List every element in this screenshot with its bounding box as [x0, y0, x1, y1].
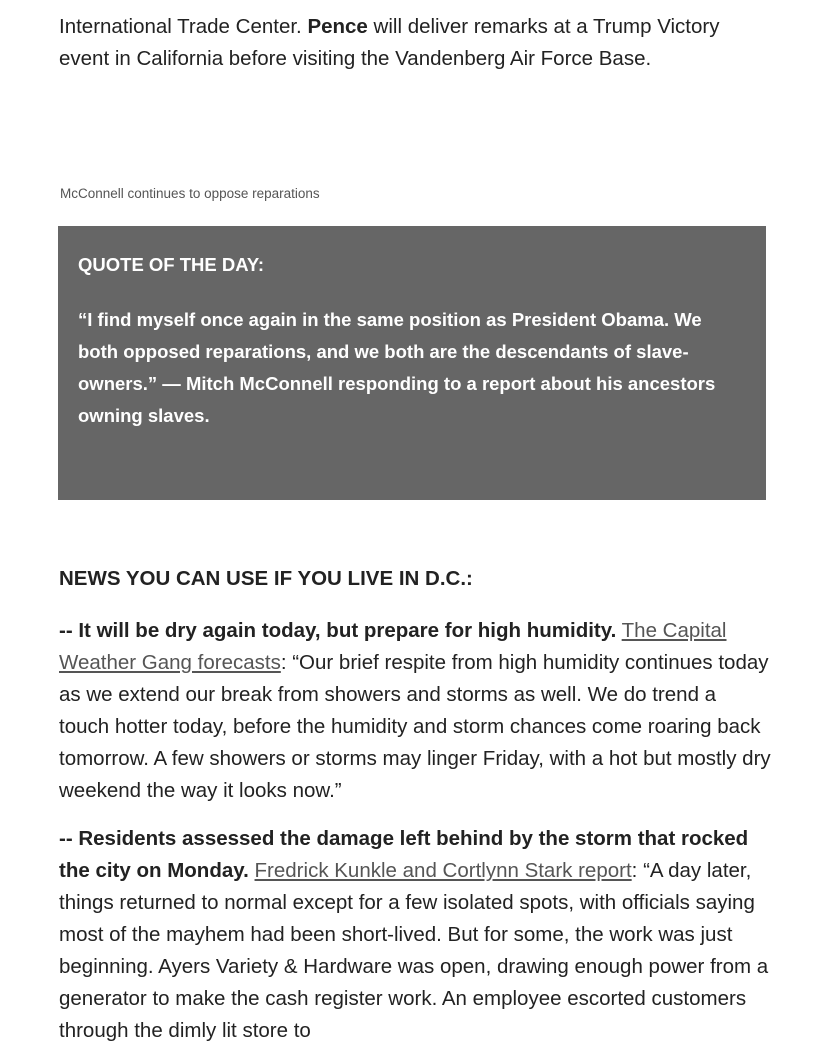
image-caption: McConnell continues to oppose reparations	[60, 186, 320, 201]
intro-bold-name: Pence	[307, 15, 368, 38]
capital-weather-gang-link[interactable]: The Capital Weather Gang forecasts	[59, 619, 727, 674]
news-item-body: : “A day later, things returned to normal except for a few isolated spots, with officials saying most of the mayhem had been short-lived. But for some, the work was just beginning. Ayers Variety & Hardware was open, drawing enough power from a generator to make the cash register work. An employee escorted customers through the dimly lit store to	[59, 859, 769, 1042]
news-item-storm-damage	[59, 823, 771, 1047]
quote-text: “I find myself once again in the same position as President Obama. We both opposed reparations, and we both are the descendants of slave-owners.” — Mitch McConnell responding to a report about his ancestors owning slaves.	[78, 309, 716, 426]
news-item-body: : “Our brief respite from high humidity continues today as we extend our break from showers and storms as well. We do trend a touch hotter today, before the humidity and storm chances come roaring back tomorrow. A few showers or storms may linger Friday, with a hot but mostly dry weekend the way it looks now.”	[59, 651, 771, 802]
intro-paragraph	[59, 11, 771, 75]
kunkle-stark-report-link[interactable]: Fredrick Kunkle and Cortlynn Stark report	[254, 859, 632, 882]
intro-text-after: will deliver remarks at a Trump Victory event in California before visiting the Vandenberg Air Force Base.	[59, 15, 720, 70]
news-item-lead: -- It will be dry again today, but prepare for high humidity.	[59, 619, 617, 642]
quote-of-the-day-box	[58, 226, 766, 500]
news-item-lead: -- Residents assessed the damage left behind by the storm that rocked the city on Monday.	[59, 827, 749, 882]
news-section-heading: NEWS YOU CAN USE IF YOU LIVE IN D.C.:	[59, 567, 473, 590]
quote-heading: QUOTE OF THE DAY:	[78, 254, 265, 275]
news-item-weather	[59, 615, 771, 807]
intro-text-before: International Trade Center.	[59, 15, 308, 38]
